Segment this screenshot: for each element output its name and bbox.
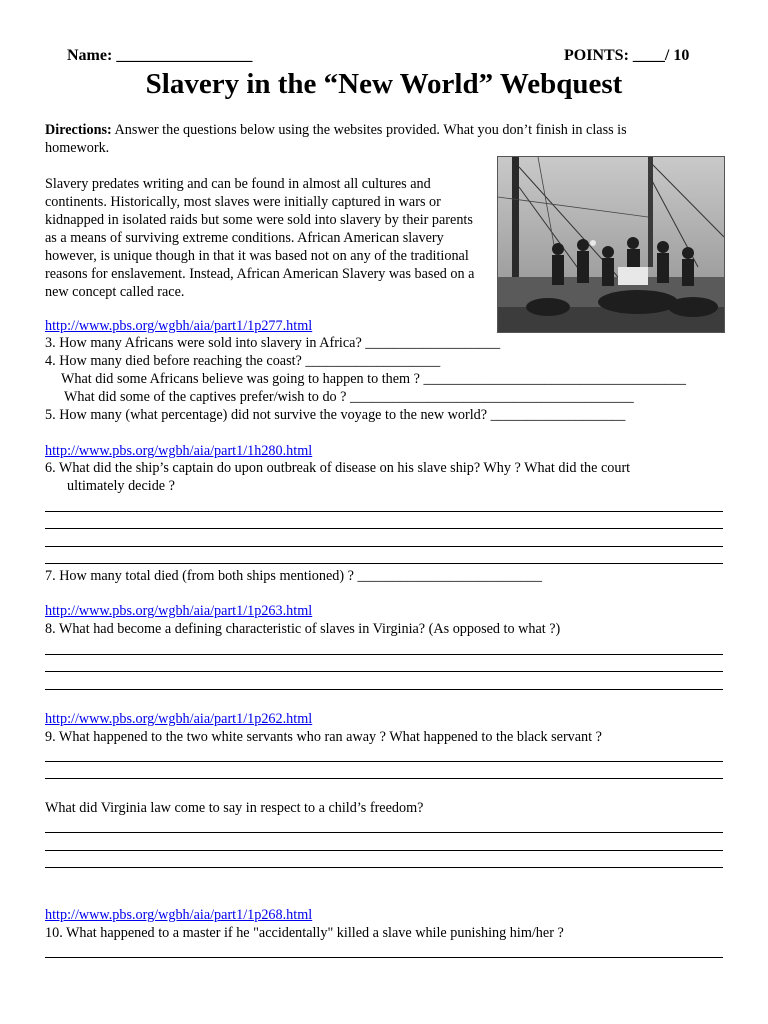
- question-4a: What did some Africans believe was going to happen to them ? _____________________________________: [61, 371, 686, 387]
- question-3: 3. How many Africans were sold into slavery in Africa? ___________________: [45, 335, 501, 351]
- page-title: Slavery in the “New World” Webquest: [145, 68, 623, 100]
- question-6: 6. What did the ship’s captain do upon outbreak of disease on his slave ship? Why ? What did the court: [45, 460, 631, 476]
- answer-line[interactable]: [45, 654, 723, 655]
- link-1p268[interactable]: http://www.pbs.org/wgbh/aia/part1/1p268.html: [45, 907, 313, 923]
- link-1p277[interactable]: http://www.pbs.org/wgbh/aia/part1/1p277.html: [45, 318, 313, 334]
- name-blank[interactable]: _________________: [116, 47, 253, 64]
- directions-text: Answer the questions below using the websites provided. What you don’t finish in class is homework.: [45, 122, 627, 156]
- question-9: 9. What happened to the two white servants who ran away ? What happened to the black servant ?: [45, 729, 602, 745]
- slave-ship-illustration: [497, 156, 725, 333]
- points-field: POINTS: ____/ 10: [564, 47, 690, 64]
- question-9b: What did Virginia law come to say in respect to a child’s freedom?: [45, 800, 424, 816]
- question-6-cont: ultimately decide ?: [67, 478, 175, 494]
- question-5: 5. How many (what percentage) did not survive the voyage to the new world? ___________________: [45, 407, 626, 423]
- answer-line[interactable]: [45, 761, 723, 762]
- directions: [45, 121, 685, 157]
- answer-line[interactable]: [45, 511, 723, 512]
- answer-line[interactable]: [45, 778, 723, 779]
- answer-line[interactable]: [45, 546, 723, 547]
- engraving-image: [498, 157, 724, 332]
- question-4b: What did some of the captives prefer/wish to do ? ________________________________________: [64, 389, 634, 405]
- intro-paragraph: Slavery predates writing and can be found in almost all cultures and continents. Historically, most slaves were initially captured in wars or kidnapped in isolated raids but some were sold into slavery by their parents as a means of surviving extreme conditions. African American slavery however, is unique though in that it was based not on any of the traditional reasons for enslavement. Instead, African American Slavery was based on a new concept called race.: [45, 176, 475, 300]
- question-7: 7. How many total died (from both ships mentioned) ? __________________________: [45, 568, 542, 584]
- question-10: 10. What happened to a master if he "accidentally" killed a slave while punishing him/her ?: [45, 925, 564, 941]
- question-4: 4. How many died before reaching the coast? ___________________: [45, 353, 441, 369]
- answer-line[interactable]: [45, 850, 723, 851]
- link-1p262[interactable]: http://www.pbs.org/wgbh/aia/part1/1p262.html: [45, 711, 313, 727]
- answer-line[interactable]: [45, 689, 723, 690]
- answer-line[interactable]: [45, 528, 723, 529]
- answer-line[interactable]: [45, 832, 723, 833]
- answer-line[interactable]: [45, 563, 723, 564]
- answer-line[interactable]: [45, 957, 723, 958]
- link-1h280[interactable]: http://www.pbs.org/wgbh/aia/part1/1h280.html: [45, 443, 313, 459]
- answer-line[interactable]: [45, 867, 723, 868]
- name-field[interactable]: [67, 47, 252, 65]
- answer-line[interactable]: [45, 671, 723, 672]
- link-1p263[interactable]: http://www.pbs.org/wgbh/aia/part1/1p263.html: [45, 603, 313, 619]
- question-8: 8. What had become a defining characteristic of slaves in Virginia? (As opposed to what ?): [45, 621, 561, 637]
- directions-label: Directions:: [45, 122, 112, 138]
- name-label: Name:: [67, 47, 117, 64]
